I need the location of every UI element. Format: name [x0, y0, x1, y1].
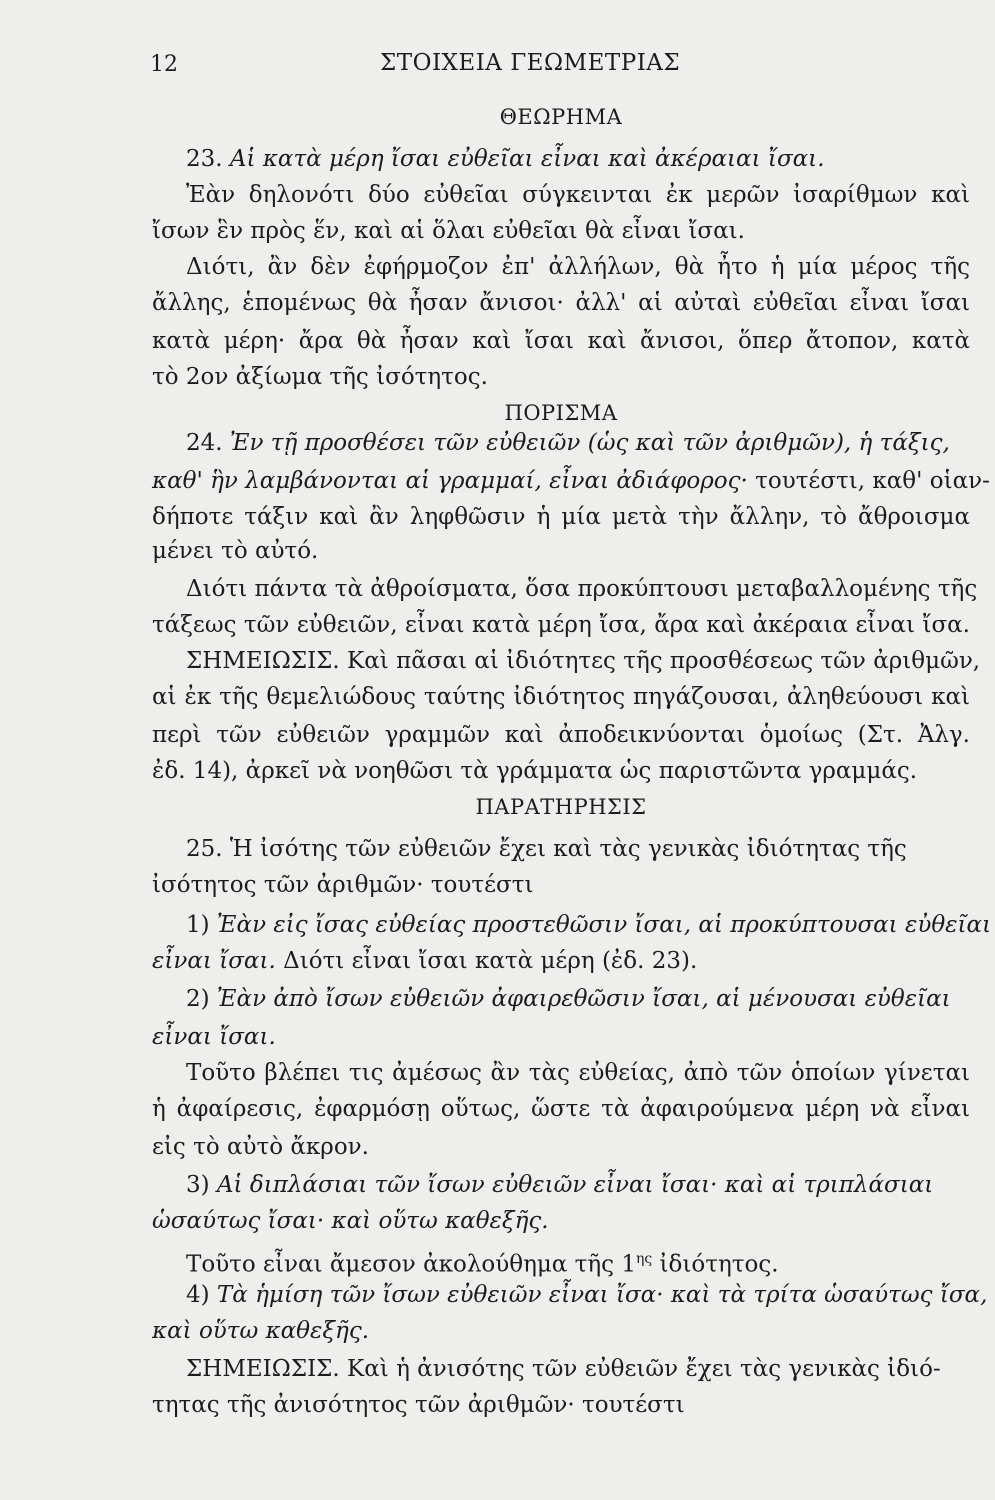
- corollary-heading: ΠΟΡΙΣΜΑ: [504, 401, 618, 425]
- text-line: ἄλλης, ἑπομένως θὰ ἦσαν ἄνισοι· ἀλλ' αἱ αὐταὶ εὐθεῖαι εἶναι ἴσαι: [152, 290, 970, 316]
- list-item: [186, 1280, 988, 1310]
- note-first-line: [186, 1354, 970, 1384]
- text-line: δήποτε τάξιν καὶ ἂν ληφθῶσιν ἡ μία μετὰ τὴν ἄλλην, τὸ ἄθροισμα: [152, 504, 970, 530]
- corollary-statement-text: Ἐν τῇ προσθέσει τῶν εὐθειῶν (ὡς καὶ τῶν ἀριθμῶν), ἡ τάξις,: [229, 430, 950, 456]
- item-number: 1): [186, 912, 217, 938]
- plain-text: Ἡ ἰσότης τῶν εὐθειῶν ἔχει καὶ τὰς γενικὰς ἰδιότητας τῆς: [222, 836, 907, 862]
- text-line: ἡ ἀφαίρεσις, ἐφαρμόσῃ οὕτως, ὥστε τὰ ἀφαιρούμενα μέρη νὰ εἶναι: [152, 1096, 970, 1122]
- text-line: αἱ ἐκ τῆς θεμελιώδους ταύτης ἰδιότητος πηγάζουσαι, ἀληθεύουσι καὶ: [152, 684, 970, 710]
- page-number: 12: [150, 52, 178, 77]
- italic-text: Ἐὰν εἰς ἴσας εὐθείας προστεθῶσιν ἴσαι, αἱ προκύπτουσαι εὐθεῖαι: [216, 912, 992, 938]
- note-first-line: [186, 646, 981, 676]
- text-line: ἴσων ἓν πρὸς ἕν, καὶ αἱ ὅλαι εὐθεῖαι θὰ εἶναι ἴσαι.: [152, 218, 745, 244]
- corollary-statement: [186, 428, 970, 458]
- list-item: [186, 984, 970, 1014]
- text-line: [152, 946, 970, 976]
- section-number: 25.: [186, 836, 223, 862]
- plain-text: τουτέστι, καθ' οἱαν-: [747, 468, 990, 494]
- text-line: ἰσότητος τῶν ἀριθμῶν· τουτέστι: [152, 872, 534, 898]
- text-line: τάξεως τῶν εὐθειῶν, εἶναι κατὰ μέρη ἴσα, ἄρα καὶ ἀκέραια εἶναι ἴσα.: [152, 612, 970, 638]
- plain-text: ἰδιότητος.: [652, 1251, 779, 1278]
- text-line: τὸ 2ον ἀξίωμα τῆς ἰσότητος.: [152, 364, 488, 390]
- section-number: 23.: [186, 146, 223, 172]
- item-number: 4): [186, 1282, 217, 1308]
- italic-text: Τὰ ἡμίση τῶν ἴσων εὐθειῶν εἶναι ἴσα· καὶ τὰ τρίτα ὡσαύτως ἴσα,: [216, 1282, 988, 1308]
- text-line: ἐδ. 14), ἀρκεῖ νὰ νοηθῶσι τὰ γράμματα ὡς παριστῶντα γραμμάς.: [152, 758, 918, 784]
- text-line: κατὰ μέρη· ἄρα θὰ ἦσαν καὶ ἴσαι καὶ ἄνισοι, ὅπερ ἄτοπον, κατὰ: [152, 328, 970, 354]
- plain-text: Καὶ ἡ ἀνισότης τῶν εὐθειῶν ἔχει τὰς γενικὰς ἰδιό-: [339, 1356, 941, 1382]
- text-line: περὶ τῶν εὐθειῶν γραμμῶν καὶ ἀποδεικνύονται ὁμοίως (Στ. Ἀλγ.: [152, 722, 970, 748]
- text-line: Ἐὰν δηλονότι δύο εὐθεῖαι σύγκεινται ἐκ μερῶν ἰσαρίθμων καὶ: [186, 182, 970, 208]
- text-line: καὶ οὕτω καθεξῆς.: [152, 1318, 370, 1344]
- theorem-heading: ΘΕΩΡΗΜΑ: [499, 105, 623, 129]
- superscript: ης: [635, 1251, 653, 1267]
- list-item: [186, 910, 992, 940]
- italic-text: Αἱ διπλάσιαι τῶν ἴσων εὐθειῶν εἶναι ἴσαι· καὶ αἱ τριπλάσιαι: [216, 1172, 934, 1198]
- text-line: Διότι πάντα τὰ ἀθροίσματα, ὅσα προκύπτουσι μεταβαλλομένης τῆς: [186, 576, 978, 602]
- plain-text: Τοῦτο εἶναι ἄμεσον ἀκολούθημα τῆς 1: [186, 1251, 636, 1278]
- remark-heading: ΠΑΡΑΤΗΡΗΣΙΣ: [475, 795, 647, 819]
- text-line: [152, 466, 990, 496]
- text-line: ὡσαύτως ἴσαι· καὶ οὕτω καθεξῆς.: [152, 1208, 549, 1234]
- section-number: 24.: [186, 430, 223, 456]
- list-item: [186, 1170, 970, 1200]
- text-line: Διότι, ἂν δὲν ἐφήρμοζον ἐπ' ἀλλήλων, θὰ ἦτο ἡ μία μέρος τῆς: [186, 254, 970, 280]
- note-label: ΣΗΜΕΙΩΣΙΣ.: [186, 648, 340, 674]
- italic-text: εἶναι ἴσαι.: [152, 948, 276, 974]
- italic-text: καθ' ἣν λαμβάνονται αἱ γραμμαί, εἶναι ἀδιάφορος·: [152, 468, 748, 494]
- text-line: εἶναι ἴσαι.: [152, 1024, 276, 1050]
- item-number: 3): [186, 1172, 217, 1198]
- text-line: εἰς τὸ αὐτὸ ἄκρον.: [152, 1134, 369, 1160]
- theorem-statement-text: Αἱ κατὰ μέρη ἴσαι εὐθεῖαι εἶναι καὶ ἀκέραιαι ἴσαι.: [229, 146, 825, 172]
- text-line: μένει τὸ αὐτό.: [152, 538, 319, 564]
- plain-text: Διότι εἶναι ἴσαι κατὰ μέρη (ἐδ. 23).: [275, 948, 698, 974]
- note-label: ΣΗΜΕΙΩΣΙΣ.: [186, 1356, 340, 1382]
- theorem-statement: [186, 144, 970, 174]
- text-line: [186, 1244, 970, 1280]
- italic-text: Ἐὰν ἀπὸ ἴσων εὐθειῶν ἀφαιρεθῶσιν ἴσαι, αἱ μένουσαι εὐθεῖαι: [216, 986, 951, 1012]
- running-title: ΣΤΟΙΧΕΙΑ ΓΕΩΜΕΤΡΙΑΣ: [380, 50, 681, 76]
- remark-first-line: [186, 834, 970, 864]
- text-line: τητας τῆς ἀνισότητος τῶν ἀριθμῶν· τουτέστι: [152, 1392, 685, 1418]
- plain-text: Καὶ πᾶσαι αἱ ἰδιότητες τῆς προσθέσεως τῶν ἀριθμῶν,: [339, 648, 981, 674]
- item-number: 2): [186, 986, 217, 1012]
- text-line: Τοῦτο βλέπει τις ἀμέσως ἂν τὰς εὐθείας, ἀπὸ τῶν ὁποίων γίνεται: [186, 1060, 970, 1086]
